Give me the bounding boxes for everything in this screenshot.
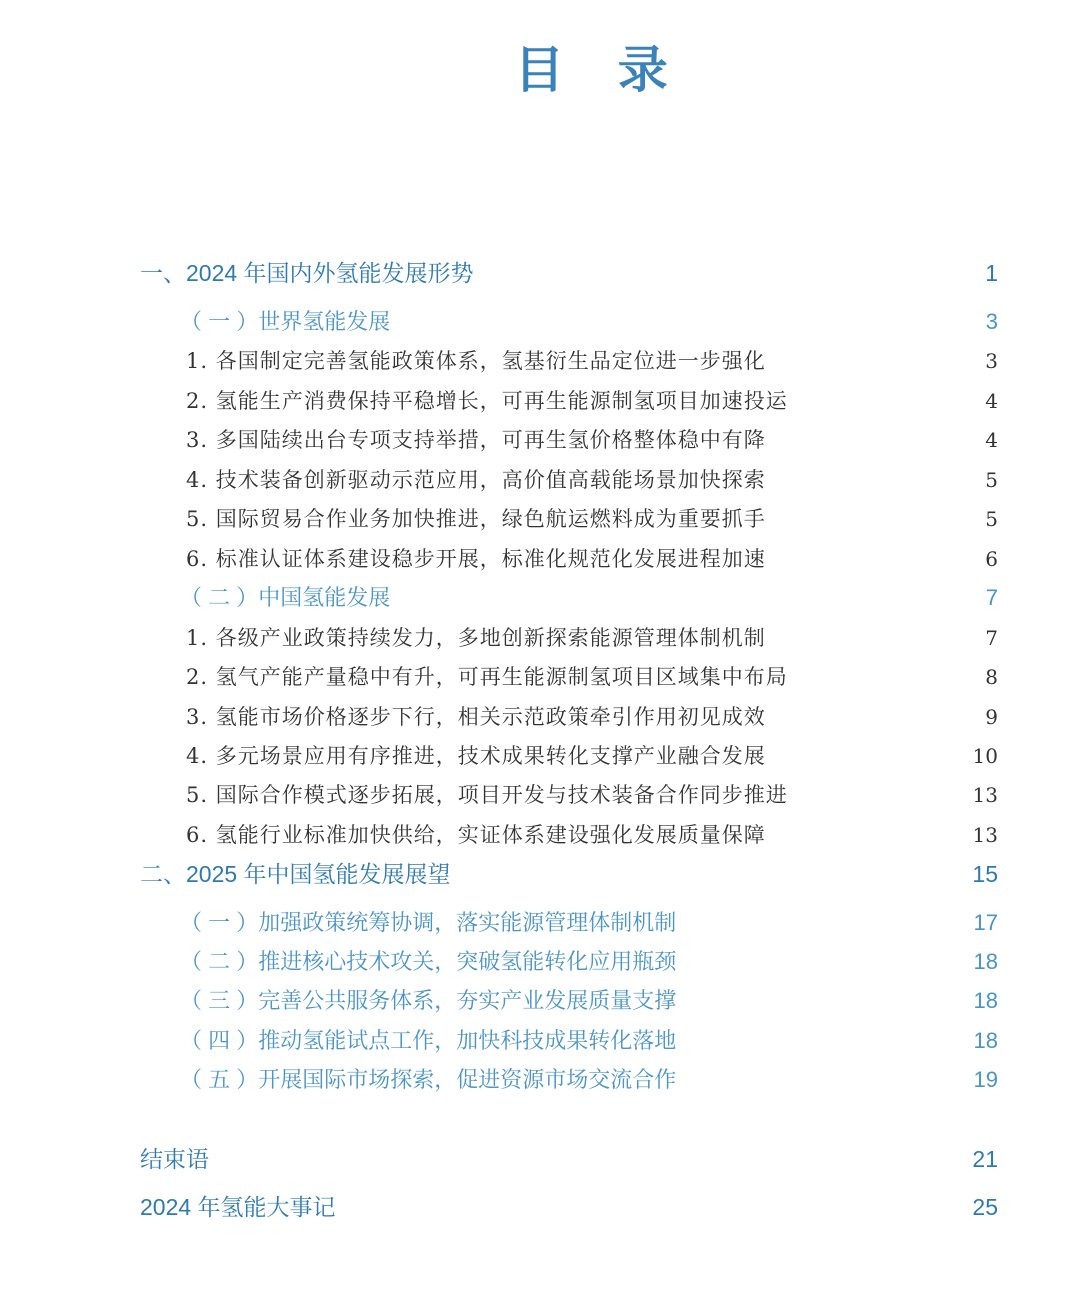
toc-item[interactable] (0, 697, 1080, 737)
toc-page-number: 13 (972, 823, 998, 847)
toc-item-text: 1. 各国制定完善氢能政策体系，氢基衍生品定位进一步强化 (186, 349, 766, 373)
toc-subheading-text: （ 二 ）中国氢能发展 (180, 585, 391, 610)
toc-page-number: 18 (973, 949, 998, 974)
toc-subheading[interactable] (0, 1060, 1080, 1100)
toc-heading[interactable] (0, 253, 1080, 293)
toc-page-number: 15 (972, 861, 998, 887)
page-title: 目 录 (514, 40, 686, 99)
toc-subheading[interactable] (0, 302, 1080, 342)
toc-subheading[interactable] (0, 578, 1080, 618)
toc-item[interactable] (0, 420, 1080, 460)
toc-item[interactable] (0, 736, 1080, 776)
toc-page-number: 18 (973, 1028, 998, 1053)
toc-subheading-text: （ 一 ）加强政策统筹协调，落实能源管理体制机制 (180, 910, 677, 935)
toc-subheading[interactable] (0, 981, 1080, 1021)
toc-item-text: 3. 多国陆续出台专项支持举措，可再生氢价格整体稳中有降 (186, 428, 766, 452)
toc-page-number: 19 (973, 1067, 998, 1092)
toc-heading[interactable] (0, 1187, 1080, 1227)
toc-item[interactable] (0, 657, 1080, 697)
toc-item[interactable] (0, 618, 1080, 658)
toc-item-text: 2. 氢能生产消费保持平稳增长，可再生能源制氢项目加速投运 (186, 389, 788, 413)
toc-subheading[interactable] (0, 903, 1080, 943)
toc-subheading[interactable] (0, 1021, 1080, 1061)
toc-item[interactable] (0, 815, 1080, 855)
toc-subheading-text: （ 二 ）推进核心技术攻关，突破氢能转化应用瓶颈 (180, 949, 677, 974)
toc-page-number: 7 (985, 585, 998, 610)
toc-page-number: 5 (985, 468, 998, 492)
toc-page-number: 1 (985, 260, 998, 286)
toc-heading-text: 二、2025 年中国氢能发展展望 (140, 861, 451, 887)
toc-page-number: 4 (985, 389, 998, 413)
toc-page-number: 5 (985, 507, 998, 531)
toc-page-number: 8 (985, 665, 998, 689)
toc-item-text: 2. 氢气产能产量稳中有升，可再生能源制氢项目区域集中布局 (186, 665, 788, 689)
toc-heading-text: 结束语 (140, 1146, 209, 1172)
toc-page-number: 17 (973, 910, 998, 935)
toc-subheading-text: （ 一 ）世界氢能发展 (180, 309, 391, 334)
toc-item-text: 4. 技术装备创新驱动示范应用，高价值高载能场景加快探索 (186, 468, 766, 492)
toc-page-number: 10 (972, 744, 998, 768)
toc-item-text: 5. 国际合作模式逐步拓展，项目开发与技术装备合作同步推进 (186, 783, 788, 807)
toc-subheading-text: （ 五 ）开展国际市场探索，促进资源市场交流合作 (180, 1067, 677, 1092)
toc-item[interactable] (0, 460, 1080, 500)
toc-page-number: 4 (985, 428, 998, 452)
toc-item-text: 4. 多元场景应用有序推进，技术成果转化支撑产业融合发展 (186, 744, 766, 768)
toc-page-number: 13 (972, 783, 998, 807)
toc-item-text: 3. 氢能市场价格逐步下行，相关示范政策牵引作用初见成效 (186, 705, 766, 729)
toc-item-text: 6. 氢能行业标准加快供给，实证体系建设强化发展质量保障 (186, 823, 766, 847)
toc-item[interactable] (0, 341, 1080, 381)
toc-item[interactable] (0, 775, 1080, 815)
toc-item-text: 6. 标准认证体系建设稳步开展，标准化规范化发展进程加速 (186, 547, 766, 571)
toc-heading-text: 一、2024 年国内外氢能发展形势 (140, 260, 474, 286)
toc-item[interactable] (0, 499, 1080, 539)
toc-page-number: 18 (973, 988, 998, 1013)
toc-page-number: 25 (972, 1194, 998, 1220)
toc-heading-text: 2024 年氢能大事记 (140, 1194, 336, 1220)
toc-subheading[interactable] (0, 942, 1080, 982)
toc-subheading-text: （ 三 ）完善公共服务体系，夯实产业发展质量支撑 (180, 988, 677, 1013)
toc-page-number: 7 (985, 626, 998, 650)
toc-page-number: 3 (985, 349, 998, 373)
toc-page-number: 6 (985, 547, 998, 571)
toc-item[interactable] (0, 381, 1080, 421)
toc-heading[interactable] (0, 1139, 1080, 1179)
toc-page-number: 9 (985, 705, 998, 729)
toc-item[interactable] (0, 539, 1080, 579)
toc-page-number: 21 (972, 1146, 998, 1172)
toc-subheading-text: （ 四 ）推动氢能试点工作，加快科技成果转化落地 (180, 1028, 677, 1053)
toc-item-text: 1. 各级产业政策持续发力，多地创新探索能源管理体制机制 (186, 626, 766, 650)
toc-heading[interactable] (0, 854, 1080, 894)
toc-item-text: 5. 国际贸易合作业务加快推进，绿色航运燃料成为重要抓手 (186, 507, 766, 531)
toc-page-number: 3 (985, 309, 998, 334)
